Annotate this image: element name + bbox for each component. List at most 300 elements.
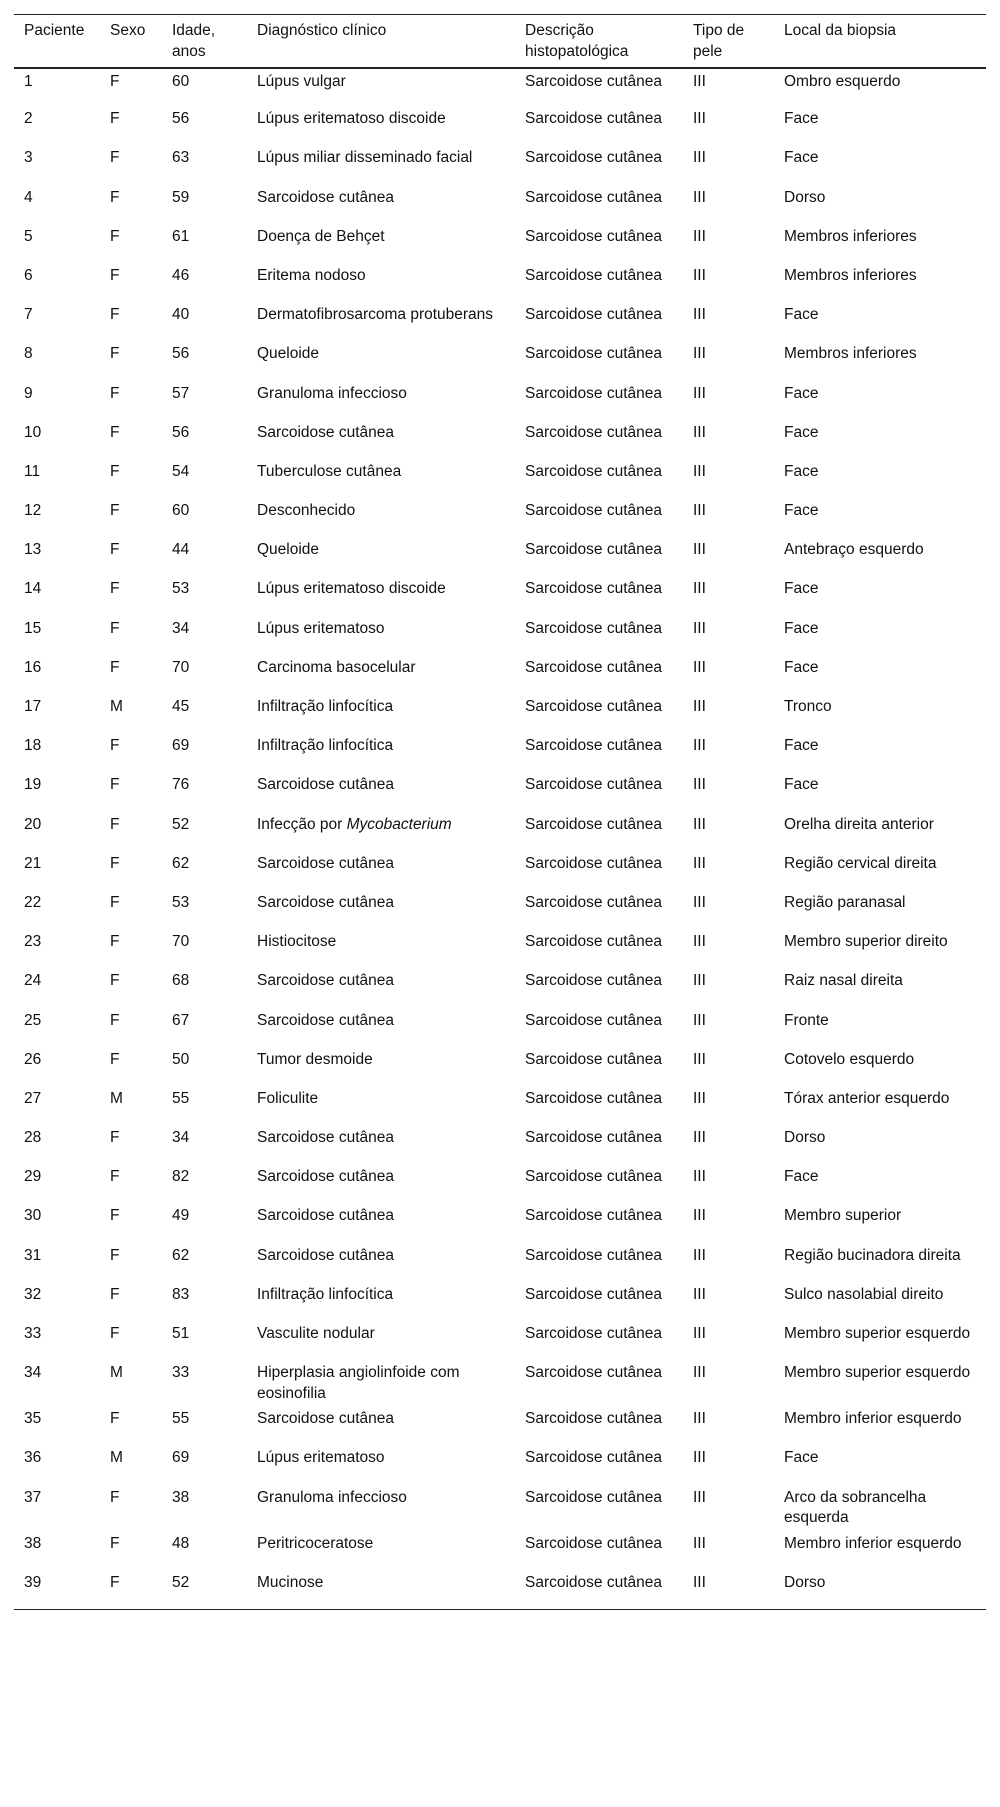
cell-diagnostico: Eritema nodoso xyxy=(257,266,366,284)
cell-idade: 48 xyxy=(172,1534,190,1552)
header-descricao: Descrição histopatológica xyxy=(525,22,629,60)
cell-diagnostico: Desconhecido xyxy=(257,502,356,520)
cell-tipo-pele: III xyxy=(693,580,706,598)
cell-paciente: 4 xyxy=(24,188,33,206)
cell-diagnostico: Sarcoidose cutânea xyxy=(257,1129,395,1147)
cell-local: Membro inferior esquerdo xyxy=(784,1534,962,1552)
cell-sexo: F xyxy=(110,1534,120,1552)
cell-sexo: F xyxy=(110,737,120,755)
cell-paciente: 11 xyxy=(24,462,41,480)
cell-sexo: F xyxy=(110,73,120,90)
cell-diagnostico: Lúpus eritematoso discoide xyxy=(257,580,446,598)
cell-descricao: Sarcoidose cutânea xyxy=(525,266,663,284)
cell-descricao: Sarcoidose cutânea xyxy=(525,737,663,755)
cell-diagnostico: Granuloma infeccioso xyxy=(257,384,407,402)
table-row xyxy=(14,499,986,538)
cell-paciente: 27 xyxy=(24,1089,42,1107)
cell-sexo: F xyxy=(110,502,120,520)
cell-sexo: F xyxy=(110,149,120,167)
table-row xyxy=(14,1361,986,1407)
cell-diagnostico: Sarcoidose cutânea xyxy=(257,854,395,872)
cell-descricao: Sarcoidose cutânea xyxy=(525,188,663,206)
cell-idade: 34 xyxy=(172,619,190,637)
cell-idade: 38 xyxy=(172,1488,190,1506)
cell-diagnostico: Peritricoceratose xyxy=(257,1534,374,1552)
cell-paciente: 33 xyxy=(24,1325,42,1342)
cell-diagnostico: Doença de Behçet xyxy=(257,227,385,245)
cell-idade: 49 xyxy=(172,1207,190,1225)
cell-idade: 53 xyxy=(172,580,190,598)
table-row xyxy=(14,1009,986,1048)
header-paciente: Paciente xyxy=(24,22,85,39)
cell-local: Face xyxy=(784,384,819,402)
cell-diagnostico xyxy=(247,813,515,852)
cell-idade: 62 xyxy=(172,1246,190,1264)
cell-sexo: F xyxy=(110,933,120,951)
cell-local: Ombro esquerdo xyxy=(784,73,901,90)
cell-diagnostico: Sarcoidose cutânea xyxy=(257,1207,395,1225)
cell-local: Região paranasal xyxy=(784,893,906,911)
cell-descricao: Sarcoidose cutânea xyxy=(525,1573,663,1591)
cell-descricao: Sarcoidose cutânea xyxy=(525,541,663,559)
cell-tipo-pele: III xyxy=(693,1089,706,1107)
table-row xyxy=(14,1204,986,1243)
cell-sexo: F xyxy=(110,854,120,872)
table-row xyxy=(14,695,986,734)
cell-tipo-pele: III xyxy=(693,1488,706,1506)
cell-sexo: F xyxy=(110,1168,120,1186)
table-row xyxy=(14,146,986,185)
cell-paciente: 29 xyxy=(24,1168,42,1186)
table-row xyxy=(14,891,986,930)
cell-idade: 62 xyxy=(172,854,190,872)
cell-idade: 69 xyxy=(172,737,190,755)
cell-local: Dorso xyxy=(784,188,826,206)
cell-descricao: Sarcoidose cutânea xyxy=(525,306,663,324)
cell-tipo-pele: III xyxy=(693,658,706,676)
cell-sexo: F xyxy=(110,580,120,598)
cell-tipo-pele: III xyxy=(693,1168,706,1186)
cell-paciente: 26 xyxy=(24,1050,42,1068)
header-row xyxy=(14,15,986,69)
cell-descricao: Sarcoidose cutânea xyxy=(525,698,663,715)
cell-local: Fronte xyxy=(784,1011,829,1029)
cell-idade: 76 xyxy=(172,776,190,794)
cell-paciente: 22 xyxy=(24,893,42,911)
cell-diagnostico: Lúpus vulgar xyxy=(257,73,346,90)
diagnostico-italic-text: Mycobacterium xyxy=(346,815,452,833)
cell-tipo-pele: III xyxy=(693,893,706,911)
cell-paciente: 31 xyxy=(24,1246,42,1264)
cell-descricao: Sarcoidose cutânea xyxy=(525,619,663,637)
cell-diagnostico: Tuberculose cutânea xyxy=(257,462,402,480)
cell-sexo: F xyxy=(110,227,120,245)
cell-diagnostico: Mucinose xyxy=(257,1573,324,1591)
cell-sexo: F xyxy=(110,815,120,833)
cell-diagnostico: Tumor desmoide xyxy=(257,1050,373,1068)
cell-tipo-pele: III xyxy=(693,1246,706,1264)
cell-paciente: 15 xyxy=(24,619,42,637)
cell-sexo: F xyxy=(110,266,120,284)
cell-local: Face xyxy=(784,737,819,755)
cell-tipo-pele: III xyxy=(693,1325,706,1342)
cell-local: Dorso xyxy=(784,1129,826,1147)
cell-tipo-pele: III xyxy=(693,1364,706,1382)
cell-diagnostico: Sarcoidose cutânea xyxy=(257,423,395,441)
cell-sexo: F xyxy=(110,1410,120,1428)
cell-local: Face xyxy=(784,1168,819,1186)
cell-local: Membro superior xyxy=(784,1207,902,1225)
table-row xyxy=(14,930,986,969)
cell-paciente: 28 xyxy=(24,1129,42,1147)
cell-paciente: 17 xyxy=(24,698,42,715)
cell-tipo-pele: III xyxy=(693,266,706,284)
cell-tipo-pele: III xyxy=(693,972,706,990)
table-row xyxy=(14,264,986,303)
cell-idade: 52 xyxy=(172,1573,190,1591)
cell-diagnostico: Infiltração linfocítica xyxy=(257,737,394,755)
cell-paciente: 7 xyxy=(24,306,33,324)
cell-paciente: 19 xyxy=(24,776,42,794)
cell-idade: 83 xyxy=(172,1285,190,1303)
cell-local: Face xyxy=(784,502,819,520)
table-row xyxy=(14,107,986,146)
cell-diagnostico: Sarcoidose cutânea xyxy=(257,776,395,794)
cell-paciente: 23 xyxy=(24,933,42,951)
cell-idade: 51 xyxy=(172,1325,190,1342)
diagnostico-text: Infecção por xyxy=(257,815,347,833)
cell-sexo: F xyxy=(110,1050,120,1068)
cell-paciente: 1 xyxy=(24,73,33,90)
cell-local: Tórax anterior esquerdo xyxy=(784,1089,950,1107)
cell-paciente: 25 xyxy=(24,1011,42,1029)
cell-paciente: 38 xyxy=(24,1534,42,1552)
cell-sexo: F xyxy=(110,384,120,402)
cell-paciente: 18 xyxy=(24,737,42,755)
patient-table-container xyxy=(14,14,986,1610)
table-row xyxy=(14,225,986,264)
cell-paciente: 12 xyxy=(24,502,42,520)
table-row xyxy=(14,1126,986,1165)
cell-descricao: Sarcoidose cutânea xyxy=(525,345,663,363)
cell-tipo-pele: III xyxy=(693,854,706,872)
cell-diagnostico: Lúpus eritematoso discoide xyxy=(257,110,446,128)
header-tipo-pele: Tipo de pele xyxy=(693,22,745,60)
cell-local: Membros inferiores xyxy=(784,266,917,284)
cell-sexo: F xyxy=(110,658,120,676)
cell-tipo-pele: III xyxy=(693,188,706,206)
cell-idade: 46 xyxy=(172,266,190,284)
cell-diagnostico: Vasculite nodular xyxy=(257,1325,375,1342)
cell-tipo-pele: III xyxy=(693,345,706,363)
cell-descricao: Sarcoidose cutânea xyxy=(525,227,663,245)
cell-descricao: Sarcoidose cutânea xyxy=(525,658,663,676)
cell-descricao: Sarcoidose cutânea xyxy=(525,815,663,833)
cell-tipo-pele: III xyxy=(693,73,706,90)
table-row xyxy=(14,303,986,342)
cell-local: Membro superior esquerdo xyxy=(784,1325,971,1342)
cell-local: Tronco xyxy=(784,698,832,715)
table-row xyxy=(14,1571,986,1610)
cell-descricao: Sarcoidose cutânea xyxy=(525,384,663,402)
cell-sexo: F xyxy=(110,1488,120,1506)
cell-idade: 61 xyxy=(172,227,190,245)
cell-descricao: Sarcoidose cutânea xyxy=(525,776,663,794)
cell-diagnostico: Lúpus eritematoso xyxy=(257,1449,385,1467)
cell-diagnostico: Queloide xyxy=(257,345,320,363)
cell-tipo-pele: III xyxy=(693,1011,706,1029)
cell-tipo-pele: III xyxy=(693,1050,706,1068)
cell-diagnostico: Sarcoidose cutânea xyxy=(257,893,395,911)
cell-descricao: Sarcoidose cutânea xyxy=(525,933,663,951)
cell-diagnostico: Sarcoidose cutânea xyxy=(257,1168,395,1186)
cell-descricao: Sarcoidose cutânea xyxy=(525,1325,663,1342)
cell-paciente: 24 xyxy=(24,972,42,990)
cell-local: Orelha direita anterior xyxy=(784,815,934,833)
cell-descricao: Sarcoidose cutânea xyxy=(525,972,663,990)
table-row xyxy=(14,1244,986,1283)
cell-descricao: Sarcoidose cutânea xyxy=(525,893,663,911)
table-row xyxy=(14,382,986,421)
cell-local: Face xyxy=(784,1449,819,1467)
cell-descricao: Sarcoidose cutânea xyxy=(525,462,663,480)
cell-descricao: Sarcoidose cutânea xyxy=(525,1410,663,1428)
cell-local: Antebraço esquerdo xyxy=(784,541,924,559)
table-row xyxy=(14,1322,986,1361)
cell-local: Membro superior direito xyxy=(784,933,948,951)
cell-idade: 40 xyxy=(172,306,190,324)
cell-sexo: F xyxy=(110,1285,120,1303)
cell-descricao: Sarcoidose cutânea xyxy=(525,1364,663,1382)
cell-descricao: Sarcoidose cutânea xyxy=(525,1449,663,1467)
cell-paciente: 39 xyxy=(24,1573,42,1591)
cell-paciente: 32 xyxy=(24,1285,42,1303)
table-header xyxy=(14,15,986,69)
cell-local: Face xyxy=(784,110,819,128)
cell-diagnostico: Queloide xyxy=(257,541,320,559)
cell-descricao: Sarcoidose cutânea xyxy=(525,1089,663,1107)
cell-tipo-pele: III xyxy=(693,384,706,402)
cell-tipo-pele: III xyxy=(693,737,706,755)
cell-sexo: M xyxy=(110,1364,123,1382)
cell-diagnostico: Granuloma infeccioso xyxy=(257,1488,407,1506)
table-row xyxy=(14,852,986,891)
cell-descricao: Sarcoidose cutânea xyxy=(525,1011,663,1029)
table-row xyxy=(14,577,986,616)
cell-local: Face xyxy=(784,619,819,637)
cell-tipo-pele: III xyxy=(693,815,706,833)
cell-descricao: Sarcoidose cutânea xyxy=(525,1129,663,1147)
cell-diagnostico: Carcinoma basocelular xyxy=(257,658,416,676)
cell-paciente: 16 xyxy=(24,658,42,676)
cell-idade: 70 xyxy=(172,933,190,951)
cell-paciente: 9 xyxy=(24,384,33,402)
cell-sexo: F xyxy=(110,1325,120,1342)
cell-diagnostico: Foliculite xyxy=(257,1089,319,1107)
table-body xyxy=(14,68,986,1610)
cell-idade: 56 xyxy=(172,345,190,363)
cell-sexo: F xyxy=(110,423,120,441)
cell-tipo-pele: III xyxy=(693,1449,706,1467)
table-row xyxy=(14,421,986,460)
cell-diagnostico: Sarcoidose cutânea xyxy=(257,1011,395,1029)
cell-descricao: Sarcoidose cutânea xyxy=(525,1168,663,1186)
cell-diagnostico: Sarcoidose cutânea xyxy=(257,1246,395,1264)
cell-paciente: 6 xyxy=(24,266,33,284)
table-row xyxy=(14,342,986,381)
cell-idade: 69 xyxy=(172,1449,190,1467)
cell-paciente: 34 xyxy=(24,1364,42,1382)
cell-local: Face xyxy=(784,580,819,598)
cell-descricao: Sarcoidose cutânea xyxy=(525,502,663,520)
cell-local: Membro inferior esquerdo xyxy=(784,1410,962,1428)
table-row xyxy=(14,1087,986,1126)
table-row xyxy=(14,813,986,852)
table-row xyxy=(14,734,986,773)
cell-diagnostico: Infiltração linfocítica xyxy=(257,698,394,715)
header-sexo: Sexo xyxy=(110,22,146,39)
cell-tipo-pele: III xyxy=(693,619,706,637)
cell-diagnostico: Lúpus eritematoso xyxy=(257,619,385,637)
cell-paciente: 13 xyxy=(24,541,42,559)
cell-sexo: M xyxy=(110,1089,123,1107)
cell-idade: 55 xyxy=(172,1089,190,1107)
cell-diagnostico: Sarcoidose cutânea xyxy=(257,188,395,206)
cell-idade: 50 xyxy=(172,1050,190,1068)
cell-local: Membro superior esquerdo xyxy=(784,1364,971,1382)
table-row xyxy=(14,1283,986,1322)
cell-idade: 55 xyxy=(172,1410,190,1428)
cell-idade: 33 xyxy=(172,1364,190,1382)
cell-idade: 56 xyxy=(172,423,190,441)
cell-descricao: Sarcoidose cutânea xyxy=(525,1534,663,1552)
cell-local: Face xyxy=(784,658,819,676)
cell-sexo: F xyxy=(110,462,120,480)
cell-sexo: F xyxy=(110,776,120,794)
table-row xyxy=(14,460,986,499)
cell-local: Região bucinadora direita xyxy=(784,1246,961,1264)
cell-local: Membros inferiores xyxy=(784,345,917,363)
cell-paciente: 35 xyxy=(24,1410,42,1428)
table-row xyxy=(14,186,986,225)
cell-local: Face xyxy=(784,423,819,441)
table-row xyxy=(14,68,986,107)
table-row xyxy=(14,617,986,656)
cell-idade: 63 xyxy=(172,149,190,167)
header-idade: Idade, anos xyxy=(172,22,216,60)
cell-tipo-pele: III xyxy=(693,149,706,167)
cell-tipo-pele: III xyxy=(693,462,706,480)
cell-local: Raiz nasal direita xyxy=(784,972,903,990)
cell-paciente: 20 xyxy=(24,815,42,833)
cell-idade: 60 xyxy=(172,73,190,90)
cell-descricao: Sarcoidose cutânea xyxy=(525,1285,663,1303)
cell-diagnostico: Sarcoidose cutânea xyxy=(257,1410,395,1428)
cell-sexo: F xyxy=(110,1246,120,1264)
cell-tipo-pele: III xyxy=(693,227,706,245)
cell-idade: 34 xyxy=(172,1129,190,1147)
table-row xyxy=(14,1407,986,1446)
cell-paciente: 2 xyxy=(24,110,33,128)
cell-sexo: F xyxy=(110,188,120,206)
cell-idade: 53 xyxy=(172,893,190,911)
cell-tipo-pele: III xyxy=(693,502,706,520)
cell-local: Face xyxy=(784,306,819,324)
cell-sexo: F xyxy=(110,972,120,990)
table-row xyxy=(14,1446,986,1485)
cell-tipo-pele: III xyxy=(693,1573,706,1591)
cell-idade: 45 xyxy=(172,698,190,715)
cell-paciente: 30 xyxy=(24,1207,42,1225)
table-row xyxy=(14,1486,986,1532)
cell-paciente: 5 xyxy=(24,227,33,245)
cell-local: Dorso xyxy=(784,1573,826,1591)
cell-sexo: F xyxy=(110,306,120,324)
header-diagnostico: Diagnóstico clínico xyxy=(257,22,387,39)
cell-tipo-pele: III xyxy=(693,423,706,441)
cell-sexo: F xyxy=(110,893,120,911)
table-row xyxy=(14,773,986,812)
cell-paciente: 10 xyxy=(24,423,42,441)
cell-diagnostico: Lúpus miliar disseminado facial xyxy=(257,149,473,167)
cell-paciente: 14 xyxy=(24,580,42,598)
cell-idade: 54 xyxy=(172,462,190,480)
cell-local: Região cervical direita xyxy=(784,854,937,872)
cell-diagnostico: Sarcoidose cutânea xyxy=(257,972,395,990)
cell-sexo: F xyxy=(110,1207,120,1225)
cell-tipo-pele: III xyxy=(693,306,706,324)
cell-tipo-pele: III xyxy=(693,1207,706,1225)
cell-paciente: 21 xyxy=(24,854,42,872)
cell-descricao: Sarcoidose cutânea xyxy=(525,73,663,90)
cell-sexo: F xyxy=(110,345,120,363)
cell-sexo: F xyxy=(110,1129,120,1147)
cell-tipo-pele: III xyxy=(693,541,706,559)
cell-descricao: Sarcoidose cutânea xyxy=(525,1246,663,1264)
cell-tipo-pele: III xyxy=(693,1285,706,1303)
cell-paciente: 3 xyxy=(24,149,33,167)
cell-idade: 68 xyxy=(172,972,190,990)
cell-diagnostico: Infiltração linfocítica xyxy=(257,1285,394,1303)
cell-descricao: Sarcoidose cutânea xyxy=(525,854,663,872)
cell-descricao: Sarcoidose cutânea xyxy=(525,149,663,167)
cell-descricao: Sarcoidose cutânea xyxy=(525,423,663,441)
cell-sexo: F xyxy=(110,1573,120,1591)
cell-diagnostico: Histiocitose xyxy=(257,933,337,951)
cell-tipo-pele: III xyxy=(693,1410,706,1428)
cell-descricao: Sarcoidose cutânea xyxy=(525,1050,663,1068)
table-row xyxy=(14,538,986,577)
cell-local: Face xyxy=(784,776,819,794)
cell-sexo: M xyxy=(110,698,123,715)
cell-idade: 82 xyxy=(172,1168,190,1186)
table-row xyxy=(14,1532,986,1571)
cell-sexo: F xyxy=(110,541,120,559)
cell-descricao: Sarcoidose cutânea xyxy=(525,580,663,598)
cell-idade: 59 xyxy=(172,188,190,206)
cell-idade: 70 xyxy=(172,658,190,676)
cell-tipo-pele: III xyxy=(693,1534,706,1552)
cell-paciente: 36 xyxy=(24,1449,42,1467)
table-row xyxy=(14,656,986,695)
cell-local: Arco da sobrancelha esquerda xyxy=(784,1488,927,1527)
cell-descricao: Sarcoidose cutânea xyxy=(525,1488,663,1506)
cell-descricao: Sarcoidose cutânea xyxy=(525,1207,663,1225)
cell-idade: 67 xyxy=(172,1011,190,1029)
cell-sexo: F xyxy=(110,110,120,128)
cell-descricao: Sarcoidose cutânea xyxy=(525,110,663,128)
table-row xyxy=(14,969,986,1008)
